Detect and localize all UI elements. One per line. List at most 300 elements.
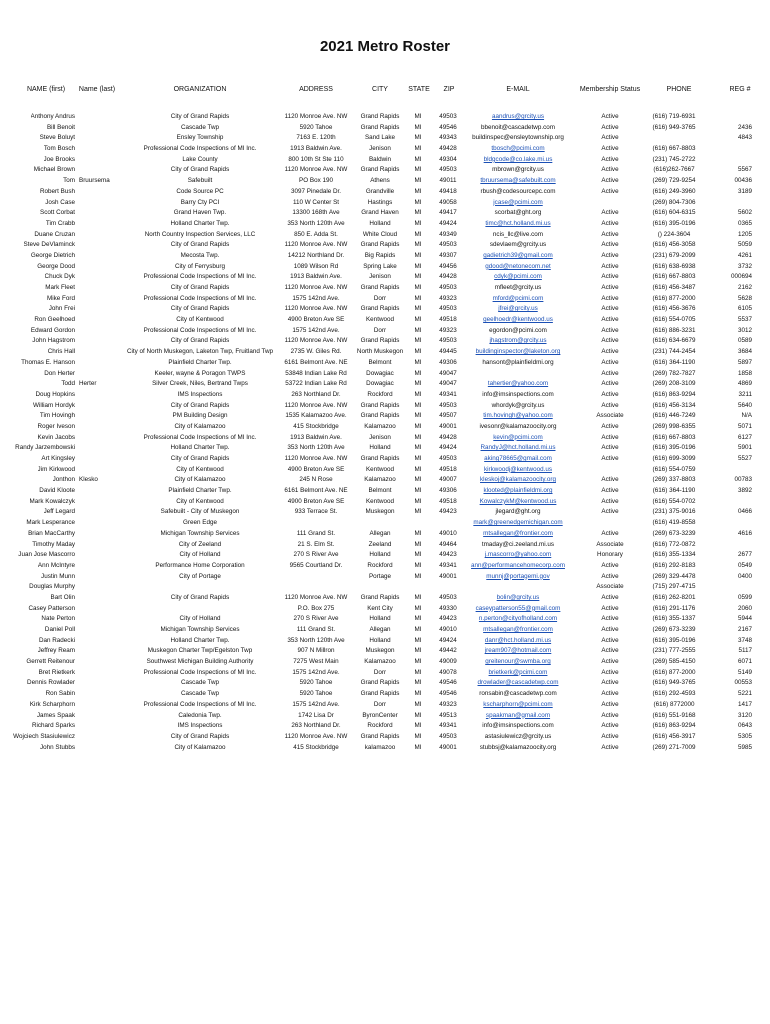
table-row [0,721,770,732]
reg-number-cell: 00436 [734,177,752,185]
first-name-cell: Dan Radecki [38,636,75,644]
state-cell: MI [414,743,422,751]
roster-table [0,112,770,753]
email-cell[interactable]: mtsallegan@frontier.com [483,529,553,537]
email-cell[interactable]: kscharphorn@pcimi.com [483,700,553,708]
membership-status-cell: Active [601,487,619,495]
organization-cell: Safebuilt [187,177,213,185]
email-cell[interactable]: caseypatterson55@gmail.com [475,604,561,612]
address-cell: 1575 142nd Ave. [292,668,340,676]
address-cell: 1120 Monroe Ave. NW [284,166,348,174]
reg-number-cell: 1417 [737,700,752,708]
reg-number-cell: 4261 [737,251,752,259]
email-cell: sdevlaem@grcity.us [489,241,547,249]
email-cell[interactable]: kleskoj@kalamazoocity.org [480,476,556,484]
table-row [0,614,770,625]
organization-cell: Cascade Twp [180,690,220,698]
email-cell[interactable]: bldgcode@co.lake.mi.us [483,155,553,163]
zip-cell: 49323 [439,326,457,334]
city-cell: Muskegon [365,508,395,516]
state-cell: MI [414,316,422,324]
table-row [0,304,770,315]
zip-cell: 49047 [439,369,457,377]
zip-cell: 49445 [439,348,457,356]
organization-cell: Holland Charter Twp. [170,444,230,452]
state-cell: MI [414,626,422,633]
address-cell: 245 N Rose [299,476,333,484]
email-cell: hansont@plainfieldmi.org [482,358,554,366]
address-cell: 111 Grand St. [296,626,336,633]
email-cell[interactable]: danr@hct.holland.mi.us [484,636,552,644]
email-cell[interactable]: tbosch@pcimi.com [491,145,545,153]
address-cell: 110 W Center St [292,198,340,206]
state-cell: MI [414,658,422,666]
city-cell: Big Rapids [364,251,396,259]
organization-cell: Barry Cty PCI [180,198,220,206]
phone-cell: (269) 729-9254 [652,177,696,185]
organization-cell: Plainfield Charter Twp. [168,487,232,495]
zip-cell: 49464 [439,540,457,548]
first-name-cell: Casey Patterson [28,604,75,612]
first-name-cell: Timothy Maday [32,540,75,548]
first-name-cell: Bret Rietkerk [38,668,75,676]
table-row [0,636,770,647]
first-name-cell: Tom Bosch [43,145,75,153]
table-row [0,550,770,561]
email-cell[interactable]: greitenour@swmba.org [485,658,551,666]
zip-cell: 49546 [439,690,457,698]
address-cell: 353 North 120th Ave [287,219,345,227]
address-cell: 353 North 120th Ave [287,444,345,452]
membership-status-cell: Active [601,476,619,484]
zip-cell: 49424 [439,444,457,452]
city-cell: Holland [369,444,391,452]
state-cell: MI [414,422,422,430]
email-cell[interactable]: j.mascorro@yahoo.com [484,551,552,559]
phone-cell: (231) 679-2099 [652,251,696,259]
state-cell: MI [414,668,422,676]
phone-cell: (616) 877-2000 [652,294,696,302]
table-row [0,240,770,251]
address-cell: 800 10th St Ste 110 [288,155,344,163]
first-name-cell: Josh Case [45,198,75,206]
email-cell[interactable]: geelhoedr@kentwood.us [483,316,553,324]
zip-cell: 49428 [439,145,457,153]
phone-cell: (616) 667-8803 [652,433,696,441]
email-cell[interactable]: munnj@portagemi.gov [486,572,550,580]
membership-status-cell: Active [601,626,619,633]
email-cell[interactable]: jhagstrom@grcity.us [489,337,547,345]
email-cell: mfleet@grcity.us [494,284,542,291]
organization-cell: Cascade Twp [180,679,220,687]
email-cell[interactable]: cdyk@pcimi.com [494,273,542,281]
first-name-cell: John Hagstrom [32,337,75,345]
phone-cell: (616) 667-8803 [652,273,696,281]
city-cell: kalamazoo [364,743,396,751]
membership-status-cell: Active [601,219,619,227]
email-cell[interactable]: buildinginspector@laketon.org [475,348,561,356]
zip-cell: 49503 [439,305,457,313]
organization-cell: City of Grand Rapids [170,113,230,120]
address-cell: P.O. Box 275 [297,604,335,612]
reg-number-cell: 5305 [737,732,752,740]
header-membership-status: Membership Status [579,86,641,93]
email-cell[interactable]: brietkerk@pcimi.com [488,668,548,676]
membership-status-cell: Active [601,455,619,462]
zip-cell: 49417 [439,209,457,217]
reg-number-cell: 0400 [737,572,752,580]
phone-cell: (231) 777-2555 [652,647,696,655]
table-row [0,700,770,711]
zip-cell: 49047 [439,380,457,388]
email-cell: rbush@codesourcepc.com [480,187,556,195]
reg-number-cell: 00553 [734,679,752,687]
email-cell[interactable]: tim.hovingh@yahoo.com [483,412,553,420]
header-zip: ZIP [443,86,455,93]
organization-cell: City of Grand Rapids [170,732,230,740]
phone-cell: (616) 262-8201 [652,593,696,601]
first-name-cell: Bart Olin [50,593,75,601]
membership-status-cell: Active [601,187,619,195]
address-cell: 14212 Northland Dr. [287,251,345,259]
membership-status-cell: Active [601,166,619,174]
first-name-cell: Mark Lesperance [26,519,75,527]
membership-status-cell: Active [601,711,619,719]
city-cell: Grand Rapids [360,337,400,345]
address-cell: 7163 E. 120th [296,134,336,142]
phone-cell: (616) 699-3099 [652,455,696,462]
membership-status-cell: Active [601,572,619,580]
phone-cell: (616) 604-6315 [652,209,696,217]
state-cell: MI [414,679,422,687]
state-cell: MI [414,636,422,644]
email-cell[interactable]: spaakman@gmail.com [485,711,551,719]
email-cell[interactable]: tahertier@yahoo.com [487,380,549,388]
email-cell[interactable]: jfrei@grcity.us [498,305,538,313]
state-cell: MI [414,155,422,163]
organization-cell: City of Grand Rapids [170,401,230,409]
header-reg-number: REG # [729,86,751,93]
address-cell: 270 S River Ave [293,551,339,559]
phone-cell: (616) 291-1176 [652,604,696,612]
city-cell: Holland [369,615,391,623]
table-row [0,187,770,198]
state-cell: MI [414,722,422,730]
reg-number-cell: 6071 [737,658,752,666]
table-row [0,176,770,187]
address-cell: 5920 Tahoe [299,690,333,698]
reg-number-cell: 4843 [737,134,752,142]
phone-cell: (616)262-7667 [653,166,695,174]
state-cell: MI [414,230,422,238]
email-cell[interactable]: timc@hct.holland.mi.us [485,219,551,227]
membership-status-cell: Active [601,636,619,644]
email-cell[interactable]: bolin@grcity.us [496,593,540,601]
phone-cell: (616) 886-3231 [652,326,696,334]
phone-cell: (616) 8772000 [653,700,695,708]
phone-cell: (269) 673-3239 [652,529,696,537]
first-name-cell: Tim Crabb [45,219,75,227]
organization-cell: City of Grand Rapids [170,593,230,601]
reg-number-cell: 2162 [737,284,752,291]
membership-status-cell: Active [601,241,619,249]
organization-cell: Professional Code Inspections of MI Inc. [143,145,257,153]
membership-status-cell: Active [601,294,619,302]
phone-cell: (616) 667-8803 [652,145,696,153]
first-name-cell: James Spaak [36,711,75,719]
organization-cell: City of Portage [179,572,221,580]
first-name-cell: Gerrett Reitenour [26,658,75,666]
address-cell: 1120 Monroe Ave. NW [284,305,348,313]
reg-number-cell: 6127 [737,433,752,441]
state-cell: MI [414,561,422,569]
email-cell[interactable]: n.perton@cityofholland.com [478,615,558,623]
zip-cell: 49503 [439,241,457,249]
state-cell: MI [414,455,422,462]
email-cell[interactable]: kirkwoodj@kentwood.us [484,465,552,473]
header-email: E-MAIL [506,86,530,93]
organization-cell: City of Grand Rapids [170,166,230,174]
state-cell: MI [414,166,422,174]
city-cell: Rockford [367,390,393,398]
organization-cell: Professional Code Inspections of MI Inc. [143,273,257,281]
email-cell[interactable]: mark@greenedgemichigan.com [473,519,563,527]
state-cell: MI [414,369,422,377]
city-cell: Portage [368,572,392,580]
membership-status-cell: Active [601,326,619,334]
organization-cell: Silver Creek, Niles, Bertrand Twps [152,380,248,388]
organization-cell: Caledonia Twp. [178,711,222,719]
zip-cell: 49503 [439,284,457,291]
city-cell: Grand Rapids [360,679,400,687]
organization-cell: Southwest Michigan Building Authority [146,658,254,666]
membership-status-cell: Active [601,679,619,687]
first-name-cell: Todd [61,380,75,388]
table-row [0,347,770,358]
reg-number-cell: 0643 [737,722,752,730]
organization-cell: City of Kalamazoo [174,476,226,484]
state-cell: MI [414,209,422,217]
reg-number-cell: 3892 [737,487,752,495]
reg-number-cell: 5602 [737,209,752,217]
reg-number-cell: N/A [741,412,752,420]
membership-status-cell: Active [601,497,619,505]
organization-cell: Michigan Township Services [160,626,240,633]
zip-cell: 49424 [439,636,457,644]
table-row [0,133,770,144]
zip-cell: 49078 [439,668,457,676]
state-cell: MI [414,593,422,601]
email-cell[interactable]: klooted@plainfieldmi.org [483,487,553,495]
city-cell: Zeeland [368,540,392,548]
address-cell: 1913 Baldwin Ave. [290,433,342,441]
organization-cell: City of North Muskegon, Laketon Twp, Fruitland Twp [126,348,274,356]
membership-status-cell: Active [601,529,619,537]
email-cell[interactable]: jream907@hotmail.com [484,647,552,655]
reg-number-cell: 0466 [737,508,752,516]
membership-status-cell: Active [601,422,619,430]
zip-cell: 49349 [439,230,457,238]
table-row [0,625,770,636]
state-cell: MI [414,198,422,206]
address-cell: 7275 West Main [293,658,339,666]
zip-cell: 49058 [439,198,457,206]
state-cell: MI [414,604,422,612]
membership-status-cell: Active [601,316,619,324]
zip-cell: 49001 [439,743,457,751]
state-cell: MI [414,465,422,473]
reg-number-cell: 0599 [737,593,752,601]
zip-cell: 49007 [439,476,457,484]
email-cell[interactable]: aandrus@grcity.us [491,113,545,120]
state-cell: MI [414,251,422,259]
membership-status-cell: Active [601,732,619,740]
organization-cell: Performance Home Corporation [155,561,245,569]
city-cell: Spring Lake [363,262,397,270]
city-cell: Allegan [369,626,391,633]
email-cell[interactable]: KowalczykM@kentwood.us [479,497,557,505]
table-row [0,390,770,401]
organization-cell: City of Holland [179,615,221,623]
city-cell: Kent City [367,604,393,612]
email-cell[interactable]: gadietrich39@gmail.com [483,251,553,259]
membership-status-cell: Active [601,390,619,398]
zip-cell: 49503 [439,337,457,345]
organization-cell: Code Source PC [176,187,224,195]
email-cell[interactable]: tbruursema@safebuilt.com [480,177,556,185]
organization-cell: Muskegon Charter Twp/Egelston Twp [147,647,253,655]
organization-cell: Professional Code Inspections of MI Inc. [143,294,257,302]
city-cell: Grand Rapids [360,401,400,409]
email-cell[interactable]: mtsallegan@frontier.com [483,626,553,633]
first-name-cell: John Frei [48,305,75,313]
first-name-cell: Douglas Murphy [29,583,75,591]
first-name-cell: Kevin Jacobs [37,433,75,441]
table-row [0,497,770,508]
membership-status-cell: Active [601,123,619,131]
organization-cell: Professional Code Inspections of MI Inc. [143,668,257,676]
first-name-cell: Duane Cruzan [34,230,75,238]
email-cell[interactable]: drowlader@cascadetwp.com [477,679,559,687]
phone-cell: (269) 673-3239 [652,626,696,633]
phone-cell: (269) 271-7009 [652,743,696,751]
city-cell: Kentwood [365,465,394,473]
state-cell: MI [414,123,422,131]
phone-cell: (269) 329-4478 [652,572,696,580]
membership-status-cell: Active [601,177,619,185]
first-name-cell: George Dietrich [30,251,75,259]
first-name-cell: Kirk Scharphorn [29,700,75,708]
city-cell: Dorr [373,668,387,676]
first-name-cell: Don Herter [44,369,75,377]
phone-cell: (616) 719-6931 [652,113,696,120]
zip-cell: 49323 [439,700,457,708]
table-row [0,604,770,615]
first-name-cell: Michael Brown [33,166,75,174]
phone-cell: (616) 863-9294 [652,722,696,730]
phone-cell: (616) 364-1190 [652,358,696,366]
phone-cell: () 224-3604 [657,230,691,238]
reg-number-cell: 4869 [737,380,752,388]
table-row [0,272,770,283]
table-row [0,219,770,230]
reg-number-cell: 2436 [737,123,752,131]
state-cell: MI [414,700,422,708]
state-cell: MI [414,145,422,153]
state-cell: MI [414,294,422,302]
email-cell[interactable]: kevin@pcimi.com [493,433,543,441]
email-cell: info@imsinspections.com [482,390,554,398]
membership-status-cell: Active [601,615,619,623]
zip-cell: 49330 [439,604,457,612]
phone-cell: (616) 772-0872 [652,540,696,548]
zip-cell: 49424 [439,219,457,227]
organization-cell: Grand Haven Twp. [173,209,227,217]
zip-cell: 49304 [439,155,457,163]
state-cell: MI [414,134,422,142]
membership-status-cell: Active [601,251,619,259]
zip-cell: 49456 [439,262,457,270]
state-cell: MI [414,690,422,698]
table-row [0,198,770,209]
city-cell: Baldwin [368,155,392,163]
first-name-cell: Steve DeVlaminck [23,241,75,249]
phone-cell: (269) 998-6355 [652,422,696,430]
reg-number-cell: 5944 [737,615,752,623]
address-cell: 1913 Baldwin Ave. [290,273,342,281]
organization-cell: City of Kentwood [176,316,224,324]
phone-cell: (616) 292-4593 [652,690,696,698]
reg-number-cell: 5149 [737,668,752,676]
phone-cell: (616) 456-3058 [652,241,696,249]
zip-cell: 49428 [439,433,457,441]
email-cell[interactable]: jcase@pcimi.com [493,198,543,206]
city-cell: Grand Rapids [360,284,400,291]
table-row [0,262,770,273]
table-row [0,230,770,241]
email-cell[interactable]: mford@pcimi.com [492,294,544,302]
zip-cell: 49343 [439,134,457,142]
email-cell: buildinspec@ensleytownship.org [472,134,564,142]
membership-status-cell: Active [601,700,619,708]
phone-cell: (616) 551-9168 [652,711,696,719]
email-cell[interactable]: gdood@netonecom.net [485,262,551,270]
city-cell: Muskegon [365,647,395,655]
state-cell: MI [414,487,422,495]
reg-number-cell: 2677 [737,551,752,559]
organization-cell: PM Building Design [172,412,228,420]
table-row [0,454,770,465]
organization-cell: Professional Code Inspections of MI Inc. [143,700,257,708]
city-cell: Kentwood [365,316,394,324]
reg-number-cell: 1858 [737,369,752,377]
reg-number-cell: 0589 [737,337,752,345]
state-cell: MI [414,540,422,548]
email-cell[interactable]: RandyJ@hct.holland.mi.us [480,444,556,452]
reg-number-cell: 3748 [737,636,752,644]
organization-cell: Plainfield Charter Twp. [168,358,232,366]
membership-status-cell: Active [601,604,619,612]
reg-number-cell: 0549 [737,561,752,569]
first-name-cell: Ron Geelhoed [34,316,75,324]
city-cell: Grand Rapids [360,690,400,698]
phone-cell: (269) 782-7827 [652,369,696,377]
email-cell[interactable]: aking78665@gmail.com [484,455,552,462]
email-cell[interactable]: ann@performancehomecorp.com [471,561,565,569]
city-cell: Grand Rapids [360,305,400,313]
first-name-cell: William Hordyk [33,401,75,409]
city-cell: Grand Rapids [360,455,400,462]
